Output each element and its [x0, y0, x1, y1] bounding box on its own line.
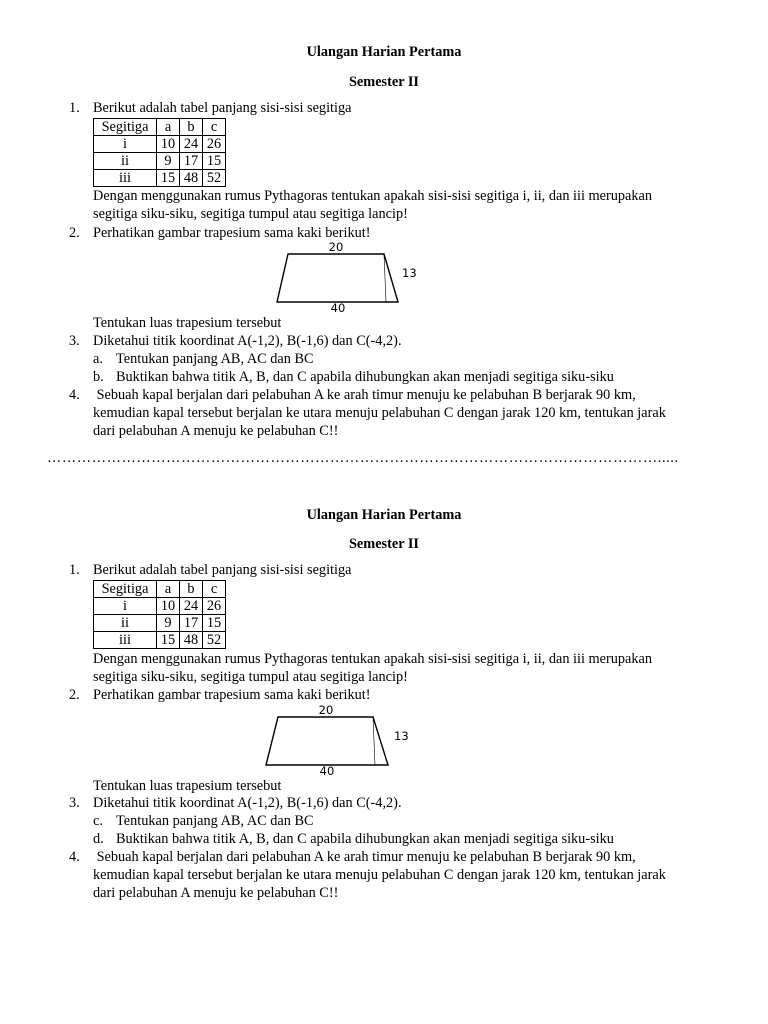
table-cell: 10 [157, 598, 180, 615]
question-number: 1. [69, 100, 80, 116]
sub-text: Tentukan panjang AB, AC dan BC [116, 813, 314, 829]
sheet-title: Ulangan Harian Pertama [306, 44, 462, 60]
question-text: kemudian kapal tersebut berjalan ke utara menuju pelabuhan C dengan jarak 120 km, tentukan jarak [93, 867, 666, 883]
table-header-cell: c [203, 581, 226, 598]
worksheet-1 [0, 0, 768, 466]
question-text: Perhatikan gambar trapesium sama kaki berikut! [93, 225, 371, 241]
sheet-subtitle: Semester II [348, 74, 419, 90]
table-cell: 9 [157, 615, 180, 632]
table-cell: 17 [180, 153, 203, 170]
side-length-label: 13 [394, 729, 409, 743]
top-length-label: 20 [328, 240, 344, 254]
sub-question [93, 812, 314, 830]
question-text: Tentukan luas trapesium tersebut [93, 778, 282, 794]
question-number: 2. [69, 225, 80, 241]
table-cell: 48 [180, 632, 203, 649]
question-text: Berikut adalah tabel panjang sisi-sisi segitiga [93, 100, 352, 116]
top-length-label: 20 [318, 703, 334, 717]
sheet-title: Ulangan Harian Pertama [306, 507, 462, 523]
sub-letter: a. [93, 351, 103, 367]
question-text: segitiga siku-siku, segitiga tumpul atau segitiga lancip! [93, 206, 408, 222]
sub-text: Buktikan bahwa titik A, B, dan C apabila dihubungkan akan menjadi segitiga siku-siku [116, 369, 614, 385]
table-header-cell: Segitiga [94, 119, 157, 136]
question-number: 3. [69, 333, 80, 349]
question-number: 4. [69, 387, 80, 403]
sub-question [93, 350, 314, 368]
question-text: Berikut adalah tabel panjang sisi-sisi segitiga [93, 562, 352, 578]
sub-text: Tentukan panjang AB, AC dan BC [116, 351, 314, 367]
table-header-cell: a [157, 581, 180, 598]
table-cell: ii [94, 153, 157, 170]
table-cell: i [94, 598, 157, 615]
question-number: 3. [69, 795, 80, 811]
table-cell: 24 [180, 598, 203, 615]
sub-text: Buktikan bahwa titik A, B, dan C apabila dihubungkan akan menjadi segitiga siku-siku [116, 831, 614, 847]
sub-question [93, 830, 614, 848]
question-text: Dengan menggunakan rumus Pythagoras tentukan apakah sisi-sisi segitiga i, ii, dan iii merupakan [93, 188, 653, 204]
sheet-subtitle: Semester II [348, 536, 419, 552]
question-text: Diketahui titik koordinat A(-1,2), B(-1,6) dan C(-4,2). [93, 333, 402, 349]
table-header-cell: a [157, 119, 180, 136]
table-cell: 15 [203, 153, 226, 170]
question-text: Perhatikan gambar trapesium sama kaki berikut! [93, 687, 371, 703]
sub-letter: d. [93, 831, 104, 847]
question-text: dari pelabuhan A menuju ke pelabuhan C!! [93, 885, 339, 901]
table-cell: 52 [203, 632, 226, 649]
question-text: Dengan menggunakan rumus Pythagoras tentukan apakah sisi-sisi segitiga i, ii, dan iii merupakan [93, 651, 653, 667]
question-text: segitiga siku-siku, segitiga tumpul atau segitiga lancip! [93, 669, 408, 685]
cut-line-separator: ……………………………………………………………………………………………………………..... [47, 450, 679, 466]
table-cell: iii [94, 170, 157, 187]
question-text: Tentukan luas trapesium tersebut [93, 315, 282, 331]
question-text: Sebuah kapal berjalan dari pelabuhan A ke arah timur menuju ke pelabuhan B berjarak 90 km, [93, 849, 636, 865]
table-cell: 15 [157, 170, 180, 187]
table-cell: 15 [203, 615, 226, 632]
question-text: dari pelabuhan A menuju ke pelabuhan C!! [93, 423, 339, 439]
table-cell: 17 [180, 615, 203, 632]
table-cell: i [94, 136, 157, 153]
table-cell: 9 [157, 153, 180, 170]
sub-question [93, 368, 614, 386]
table-cell: 24 [180, 136, 203, 153]
question-number: 4. [69, 849, 80, 865]
table-header-cell: Segitiga [94, 581, 157, 598]
trapezoid-shape [277, 254, 398, 302]
table-cell: 26 [203, 136, 226, 153]
trapezoid-shape [266, 717, 388, 765]
bottom-length-label: 40 [330, 301, 346, 315]
question-number: 2. [69, 687, 80, 703]
sub-letter: b. [93, 369, 104, 385]
table-cell: 10 [157, 136, 180, 153]
table-cell: ii [94, 615, 157, 632]
side-length-label: 13 [402, 266, 417, 280]
table-cell: 48 [180, 170, 203, 187]
question-text: kemudian kapal tersebut berjalan ke utara menuju pelabuhan C dengan jarak 120 km, tentukan jarak [93, 405, 666, 421]
table-cell: 26 [203, 598, 226, 615]
question-number: 1. [69, 562, 80, 578]
table-header-cell: b [180, 581, 203, 598]
table-cell: iii [94, 632, 157, 649]
sub-letter: c. [93, 813, 103, 829]
table-cell: 15 [157, 632, 180, 649]
bottom-length-label: 40 [319, 764, 335, 778]
question-text: Diketahui titik koordinat A(-1,2), B(-1,6) dan C(-4,2). [93, 795, 402, 811]
table-header-cell: c [203, 119, 226, 136]
worksheet-2 [0, 463, 768, 923]
table-header-cell: b [180, 119, 203, 136]
question-text: Sebuah kapal berjalan dari pelabuhan A ke arah timur menuju ke pelabuhan B berjarak 90 km, [93, 387, 636, 403]
table-cell: 52 [203, 170, 226, 187]
